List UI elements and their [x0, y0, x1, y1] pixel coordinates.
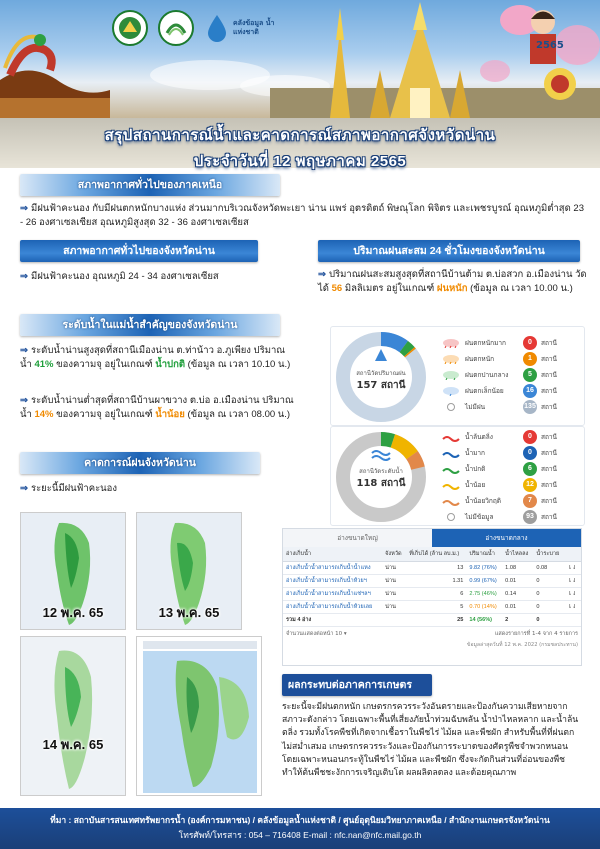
province-seal-icon [112, 10, 148, 46]
river-item1-pct: 41% [34, 359, 54, 370]
legend-unit: สถานี [541, 434, 557, 441]
legend-item [441, 429, 561, 445]
legend-count: 16 [523, 384, 537, 398]
year-badge: 2565 [536, 40, 564, 51]
legend-item [441, 335, 561, 351]
girl-illustration [518, 4, 568, 64]
legend-unit: สถานี [541, 450, 557, 457]
legend-count: 1 [523, 352, 537, 366]
river-item2-post: (ข้อมูล ณ เวลา 08.00 น.) [187, 409, 291, 420]
rain24-text-pre: ปริมาณฝนสะสมสูงสุดที่สถานีบ้านต้าม ต.บ่อสวก อ.เมืองน่าน วัดได้ [318, 269, 587, 294]
low-water-icon [441, 480, 461, 490]
cloud-heavy-rain-icon [441, 338, 461, 348]
no-rain-icon [441, 402, 461, 412]
water-wave-icon [371, 449, 391, 463]
reservoir-table [283, 547, 581, 627]
water-station-panel [330, 426, 585, 526]
map-region-image [137, 637, 262, 796]
legend-name: น้ำมาก [465, 450, 485, 457]
table-cell: 0.01 [502, 600, 533, 613]
river-item2-level: น้ำน้อย [155, 409, 185, 420]
rain-donut-center [345, 347, 417, 393]
water-donut-value: 118 สถานี [356, 478, 406, 489]
overflow-icon [441, 432, 461, 442]
rain-legend [441, 335, 561, 415]
legend-count: 0 [523, 430, 537, 444]
tab-medium-reservoir[interactable]: อ่างขนาดกลาง [432, 529, 581, 547]
table-cell: 0 [533, 600, 564, 613]
legend-name: ฝนตกปานกลาง [465, 372, 509, 379]
table-cell: น่าน [382, 587, 406, 600]
table-cell: 6 [406, 587, 466, 600]
legend-item [441, 351, 561, 367]
table-row[interactable] [283, 574, 581, 587]
table-cell: 0.99 (67%) [466, 574, 502, 587]
footer [0, 808, 600, 849]
agri-heading: ผลกระทบต่อภาคการเกษตร [282, 674, 432, 696]
map-label: 13 พ.ค. 65 [158, 605, 220, 620]
legend-unit: สถานี [541, 372, 557, 379]
nan-weather-text [20, 270, 290, 284]
table-update-note: ข้อมูลล่าสุดวันที่ 12 พ.ค. 2022 (กรมชลประทาน) [466, 641, 578, 648]
rain-donut-value: 157 สถานี [356, 380, 406, 391]
tab-large-reservoir[interactable]: อ่างขนาดใหญ่ [283, 529, 432, 547]
reservoir-name[interactable]: อ่างเก็บน้ำน้ำสามารถเก็บน้ำน้ำแหง [283, 561, 382, 574]
rain-station-panel [330, 326, 585, 426]
arrow-icon: ⇒ [318, 269, 326, 280]
rain24-heading: ปริมาณฝนสะสม 24 ชั่วโมงของจังหวัดน่าน [318, 240, 580, 262]
table-row[interactable] [283, 561, 581, 574]
reservoir-name[interactable]: อ่างเก็บน้ำน้ำสามารถเก็บน้ำแช่ฯลฯ [283, 587, 382, 600]
legend-count: 12 [523, 478, 537, 492]
water-data-logo-text: คลังข้อมูล น้ำ แห่งชาติ [233, 19, 275, 36]
legend-unit: สถานี [541, 404, 557, 411]
legend-unit: สถานี [541, 340, 557, 347]
legend-item [441, 399, 561, 415]
chart-icon[interactable]: ⇂⇃ [564, 561, 581, 574]
table-pagination [283, 627, 581, 641]
footer-source: ที่มา : สถาบันสารสนเทศทรัพยากรน้ำ (องค์การมหาชน) / คลังข้อมูลน้ำแห่งชาติ / ศูนย์อุตุนิยมวิทยาภาคเหนือ / สำนักงานเกษตรจังหวัดน่าน [50, 815, 550, 825]
table-cell: 5 [406, 600, 466, 613]
table-cell: 14 (56%) [466, 613, 502, 626]
water-drop-icon [204, 13, 230, 43]
arrow-icon: ⇒ [20, 203, 28, 214]
river-heading: ระดับน้ำในแม่น้ำสำคัญของจังหวัดน่าน [20, 314, 280, 336]
water-donut-center [345, 449, 417, 491]
reservoir-name[interactable]: อ่างเก็บน้ำน้ำสามารถเก็บน้ำห้วยเลย [283, 600, 382, 613]
reservoir-table-panel [282, 528, 582, 666]
table-cell: น่าน [382, 574, 406, 587]
river-item-2 [20, 394, 295, 422]
table-cell: 0 [533, 587, 564, 600]
table-cell: 0.14 [502, 587, 533, 600]
rain24-text-post: (ข้อมูล ณ เวลา 10.00 น.) [470, 283, 573, 294]
page-title: สรุปสถานการณ์น้ำและคาดการณ์สภาพอากาศจังหวัดน่าน [104, 127, 496, 144]
legend-item [441, 509, 561, 525]
cloud-rain-icon [441, 354, 461, 364]
legend-count: 6 [523, 462, 537, 476]
nan-weather-body: มีฝนฟ้าคะนอง อุณหภูมิ 24 - 34 องศาเซลเซียส [30, 271, 219, 282]
water-data-logo [204, 13, 277, 43]
river-item1-pre: ระดับน้ำน่านสูงสุดที่สถานีเมืองน่าน ต.ท่าน้าว อ.ภูเพียง ปริมาณน้ำ [20, 345, 286, 370]
page-date: ประจำวันที่ 12 พฤษภาคม 2565 [193, 153, 407, 170]
table-cell: 9.82 (76%) [466, 561, 502, 574]
table-row[interactable] [283, 600, 581, 613]
table-cell [382, 613, 406, 626]
table-cell: 0.08 [533, 561, 564, 574]
forecast-map-4[interactable] [136, 636, 262, 796]
legend-count: 5 [523, 368, 537, 382]
river-item1-post: (ข้อมูล ณ เวลา 10.10 น.) [187, 359, 291, 370]
table-cell [564, 613, 581, 626]
water-donut-label: สถานีวัดระดับน้ำ [359, 468, 403, 475]
table-cell: น่าน [382, 561, 406, 574]
table-cell: 25 [406, 613, 466, 626]
rain24-value: 56 [331, 283, 343, 294]
table-row[interactable] [283, 587, 581, 600]
legend-name: ไม่มีฝน [465, 404, 486, 411]
forecast-map-2[interactable] [136, 512, 242, 630]
footer-contact[interactable]: โทรศัพท์/โทรสาร : 054 – 716408 E-mail : nfc.nan@nfc.mail.go.th [178, 830, 422, 840]
north-weather-heading: สภาพอากาศทั่วไปของภาคเหนือ [20, 174, 280, 196]
high-water-icon [441, 448, 461, 458]
blossom-decoration [480, 60, 510, 82]
legend-count: 0 [523, 336, 537, 350]
legend-count: 7 [523, 494, 537, 508]
legend-unit: สถานี [541, 356, 557, 363]
table-cell: 0 [533, 613, 564, 626]
agri-text: ระยะนี้จะมีฝนตกหนัก เกษตรกรควรระวังอันตรายและป้องกันความเสียหายจากสภาวะดังกล่าว โดยเฉพาะพื้นที่เสี่ยงภัยน้ำท่วมฉับพลัน น้ำป่าไหลหลาก และน้ำล้นตลิ่ง รวมทั้งโรคพืชที่เกิดจากเชื้อราในพืชไร่ ไม้ผล และพืชผัก สำหรับพื้นที่ที่ฝนตกไม่สม่ำเสมอ เกษตรกรควรระวังและป้องกันการระบาดของศัตรูพืชจำพวกหนอน โดยเฉพาะหนอนกระทู้ในพืชไร่ ไม้ผล และพืชผัก ซึ่งจะกัดกินส่วนที่อ่อนของพืช ทำให้ต้นพืชชะงักการเจริญเติบโต ผลผลิตลดลง และด้อยคุณภาพ [282, 701, 579, 778]
legend-name: น้ำน้อย [465, 482, 486, 489]
arrow-icon: ⇒ [20, 345, 28, 356]
table-cell: 0 [533, 574, 564, 587]
legend-name: ไม่มีข้อมูล [465, 514, 494, 521]
table-cell: น่าน [382, 600, 406, 613]
header-banner [0, 0, 600, 118]
legend-item [441, 445, 561, 461]
pagination-info: แสดงรายการที่ 1-4 จาก 4 รายการ [494, 630, 578, 637]
cloud-moderate-rain-icon [441, 370, 461, 380]
legend-unit: สถานี [541, 514, 557, 521]
column-header[interactable]: ที่เก็บได้ (ล้าน ลบ.ม.) [406, 547, 466, 561]
legend-name: น้ำน้อยวิกฤติ [465, 498, 501, 505]
column-header[interactable]: จังหวัด [382, 547, 406, 561]
map-label: 14 พ.ค. 65 [42, 737, 104, 752]
table-cell: 2 [502, 613, 533, 626]
table-cell: รวม 4 อ่าง [283, 613, 382, 626]
water-legend [441, 429, 561, 525]
table-cell: 2.75 (46%) [466, 587, 502, 600]
nan-weather-heading: สภาพอากาศทั่วไปของจังหวัดน่าน [20, 240, 258, 262]
table-cell: 1.31 [406, 574, 466, 587]
rain24-text-mid: มิลลิเมตร อยู่ในเกณฑ์ [344, 283, 435, 294]
rain-donut-label: สถานีวัดปริมาณฝน [356, 370, 406, 377]
legend-name: น้ำล้นตลิ่ง [465, 434, 493, 441]
arrow-icon: ⇒ [20, 395, 28, 406]
column-header[interactable]: น้ำระบาย [533, 547, 564, 561]
map-thailand-image [21, 637, 126, 796]
legend-unit: สถานี [541, 498, 557, 505]
north-weather-text [20, 202, 585, 230]
critical-low-water-icon [441, 496, 461, 506]
forecast-text [20, 482, 280, 496]
table-header-row [283, 547, 581, 561]
river-item2-mid: ของความจุ อยู่ในเกณฑ์ [56, 409, 153, 420]
map-label: 12 พ.ค. 65 [42, 605, 104, 620]
river-item2-pct: 14% [34, 409, 54, 420]
legend-unit: สถานี [541, 482, 557, 489]
legend-item [441, 461, 561, 477]
north-weather-body: มีฝนฟ้าคะนอง กับมีฝนตกหนักบางแห่ง ส่วนมากบริเวณจังหวัดพะเยา น่าน แพร่ อุตรดิตถ์ พิษณุโลก พิจิตร และเพชรบูรณ์ อุณหภูมิต่ำสุด 23 - 26 องศาเซลเซียส อุณหภูมิสูงสุด 32 - 36 องศาเซลเซียส [20, 203, 584, 228]
rain24-text [318, 268, 588, 296]
chart-icon[interactable]: ⇂⇃ [564, 574, 581, 587]
forecast-map-3[interactable] [20, 636, 126, 796]
title-banner [0, 118, 600, 168]
legend-unit: สถานี [541, 466, 557, 473]
legend-item [441, 367, 561, 383]
river-item1-level: น้ำปกติ [155, 359, 185, 370]
table-cell: 0.70 (14%) [466, 600, 502, 613]
cloud-light-rain-icon [441, 386, 461, 396]
reservoir-tabs [283, 529, 581, 547]
legend-item [441, 493, 561, 509]
arrow-icon: ⇒ [20, 271, 28, 282]
reservoir-name[interactable]: อ่างเก็บน้ำน้ำสามารถเก็บน้ำห้วยฯ [283, 574, 382, 587]
legend-count: 0 [523, 446, 537, 460]
mascot-illustration [540, 64, 580, 104]
column-header[interactable]: ปริมาณน้ำ [466, 547, 502, 561]
forecast-heading: คาดการณ์ฝนจังหวัดน่าน [20, 452, 260, 474]
page-size-select[interactable]: จำนวนแสดงต่อหน้า 10 ▾ [286, 630, 347, 637]
legend-name: ฝนตกหนักมาก [465, 340, 506, 347]
river-item1-mid: ของความจุ อยู่ในเกณฑ์ [56, 359, 153, 370]
arrow-icon: ⇒ [20, 483, 28, 494]
normal-water-icon [441, 464, 461, 474]
no-data-icon [441, 512, 461, 522]
forecast-map-1[interactable] [20, 512, 126, 630]
legend-unit: สถานี [541, 388, 557, 395]
legend-name: น้ำปกติ [465, 466, 486, 473]
rain-gauge-icon [372, 347, 390, 365]
column-header [564, 547, 581, 561]
forecast-body: ระยะนี้มีฝนฟ้าคะนอง [30, 483, 118, 494]
river-item2-pre: ระดับน้ำน่านต่ำสุดที่สถานีบ้านผาขวาง ต.บ่อ อ.เมืองน่าน ปริมาณน้ำ [20, 395, 294, 420]
agency-logo-icon [158, 10, 194, 46]
chart-icon[interactable]: ⇂⇃ [564, 587, 581, 600]
table-cell: 0.01 [502, 574, 533, 587]
naga-boat-image [0, 20, 110, 118]
table-cell: 1.08 [502, 561, 533, 574]
legend-name: ฝนตกหนัก [465, 356, 495, 363]
legend-item [441, 477, 561, 493]
river-item-1 [20, 344, 295, 372]
column-header[interactable]: อ่างเก็บน้ำ [283, 547, 382, 561]
legend-count: 135 [523, 400, 537, 414]
legend-name: ฝนตกเล็กน้อย [465, 388, 504, 395]
column-header[interactable]: น้ำไหลลง [502, 547, 533, 561]
table-cell: 13 [406, 561, 466, 574]
legend-count: 93 [523, 510, 537, 524]
legend-item [441, 383, 561, 399]
table-total-row [283, 613, 581, 626]
logo-group [112, 10, 277, 46]
chart-icon[interactable]: ⇂⇃ [564, 600, 581, 613]
rain24-level: ฝนหนัก [436, 283, 468, 294]
